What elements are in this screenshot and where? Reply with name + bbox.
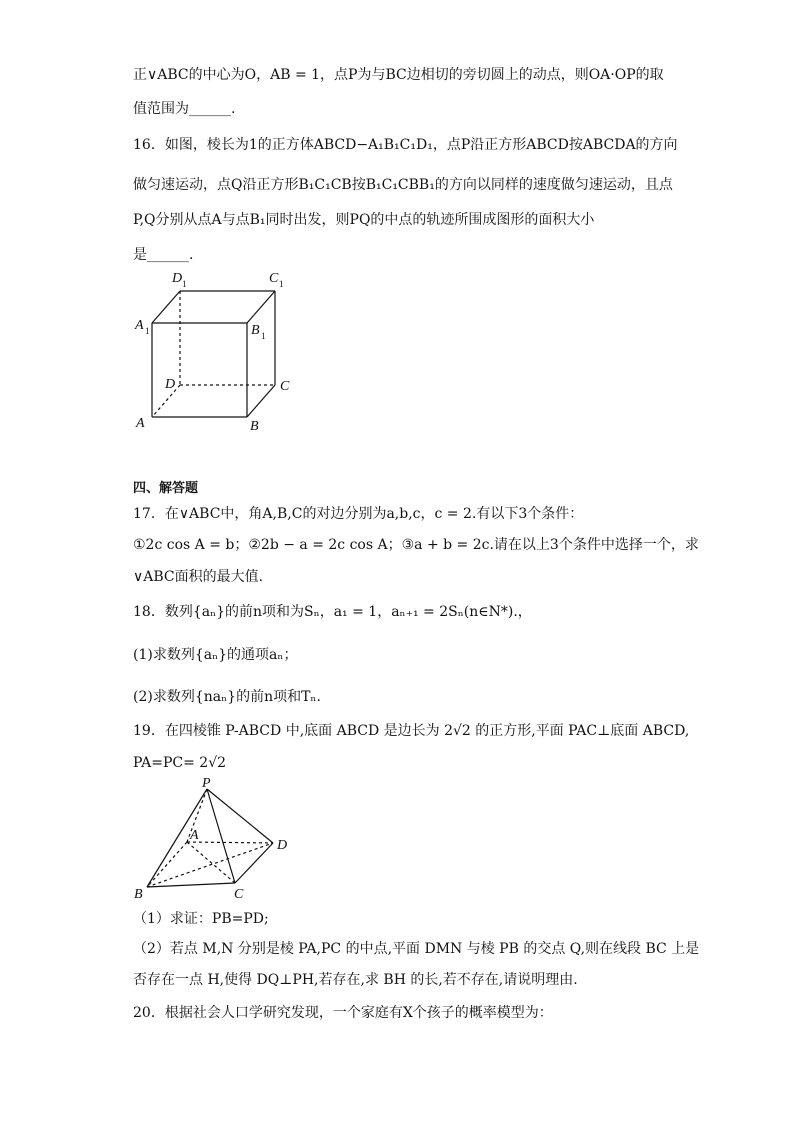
q16-line-4: 是______.: [133, 247, 194, 263]
q18-line-2: (1)求数列{aₙ}的通项aₙ；: [133, 647, 298, 663]
pyramid-label-A: A: [190, 828, 199, 843]
cube-label-D: D: [165, 377, 176, 392]
q16-line-1: 16．如图，棱长为1的正方体ABCD−A₁B₁C₁D₁，点P沿正方形ABCD按ABCDA的方向: [133, 137, 678, 153]
q19-line-1: 19．在四棱锥 P-ABCD 中,底面 ABCD 是边长为 2√2 的正方形,平面 PAC⊥底面 ABCD,: [133, 723, 690, 739]
svg-text:1: 1: [279, 279, 284, 289]
svg-text:1: 1: [145, 326, 150, 336]
q15-line-1: 正∨ABC的中心为O，AB = 1，点P为与BC边相切的旁切圆上的动点，则OA·OP的取: [133, 67, 664, 83]
q17-line-1: 17．在∨ABC中，角A,B,C的对边分别为a,b,c，c = 2.有以下3个条件：: [133, 506, 584, 522]
q18-line-3: (2)求数列{naₙ}的前n项和Tₙ.: [133, 689, 321, 705]
q15-line-2: 值范围为______.: [133, 101, 236, 117]
q19-part2-line-2: 否存在一点 H,使得 DQ⊥PH,若存在,求 BH 的长,若不存在,请说明理由.: [133, 972, 578, 988]
pyramid-label-B: B: [134, 887, 143, 902]
cube-figure: [130, 265, 300, 435]
pyramid-label-D: D: [277, 838, 288, 853]
q17-line-3: ∨ABC面积的最大值.: [133, 569, 264, 585]
q19-part1: （1）求证：PB=PD;: [133, 911, 269, 927]
cube-label-A1: A: [135, 318, 144, 333]
q16-line-3: P,Q分别从点A与点B₁同时出发，则PQ的中点的轨迹所围成图形的面积大小: [133, 212, 595, 228]
pyramid-figure: [130, 775, 300, 905]
q17-line-2: ①2c cos A = b；②2b − a = 2c cos A；③a + b = 2c.请在以上3个条件中选择一个，求: [133, 537, 699, 553]
q19-line-2: PA=PC= 2√2: [133, 755, 227, 771]
svg-text:1: 1: [261, 331, 266, 341]
q19-part2-line-1: （2）若点 M,N 分别是棱 PA,PC 的中点,平面 DMN 与棱 PB 的交点 Q,则在线段 BC 上是: [133, 941, 700, 957]
section-title: 四、解答题: [133, 481, 199, 496]
pyramid-label-P: P: [202, 776, 211, 791]
cube-label-D1: D: [172, 271, 183, 286]
cube-label-B: B: [250, 419, 259, 434]
cube-label-B1: B: [251, 323, 260, 338]
cube-label-C1: C: [269, 271, 279, 286]
svg-text:1: 1: [182, 279, 187, 289]
cube-label-C: C: [280, 379, 290, 394]
cube-label-A: A: [136, 416, 145, 431]
q16-line-2: 做匀速运动，点Q沿正方形B₁C₁CB按B₁C₁CBB₁的方向以同样的速度做匀速运动，且点: [133, 177, 673, 193]
q20-line-1: 20．根据社会人口学研究发现，一个家庭有X个孩子的概率模型为：: [133, 1005, 553, 1021]
pyramid-label-C: C: [234, 887, 244, 902]
q18-line-1: 18．数列{aₙ}的前n项和为Sₙ，a₁ = 1，aₙ₊₁ = 2Sₙ(n∈N*).，: [133, 604, 532, 620]
